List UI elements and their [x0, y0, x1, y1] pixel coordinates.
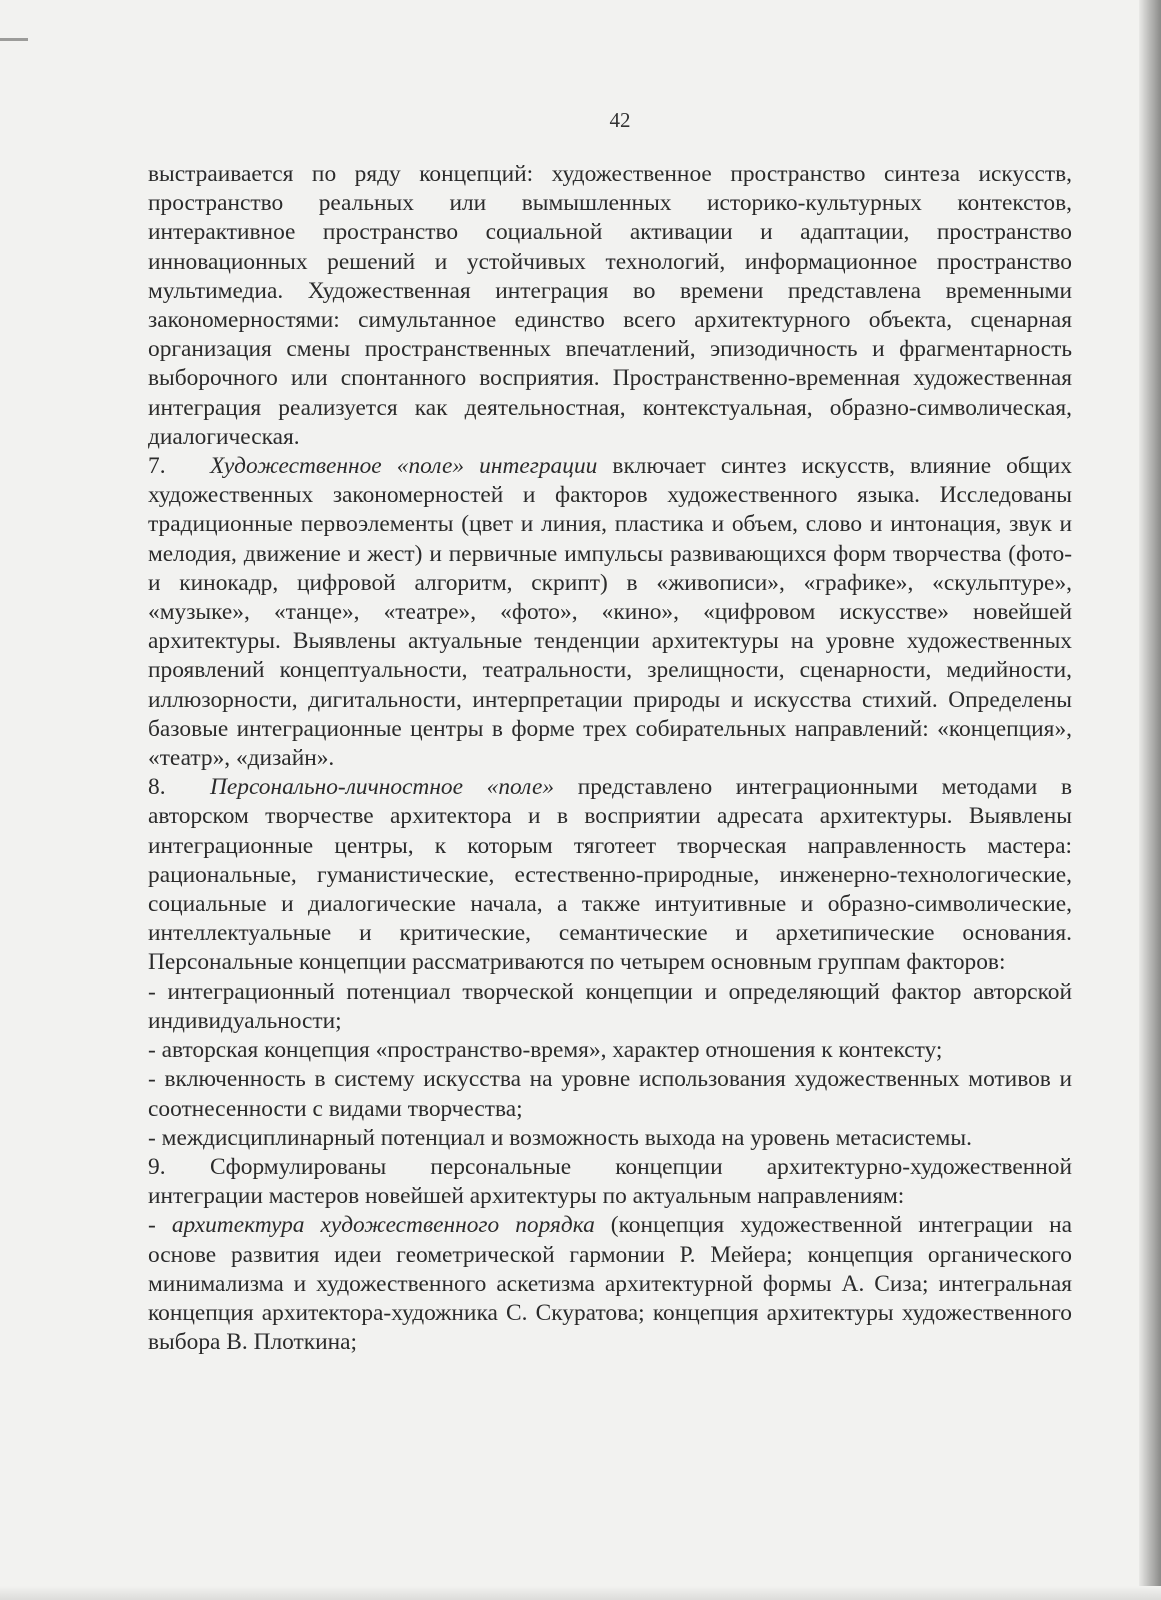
- paragraph-7: [148, 452, 1072, 773]
- paragraph-8-heading: Персонально-личностное «поле»: [210, 774, 555, 801]
- page-body: [148, 160, 1072, 1357]
- paragraph-continuation: выстраивается по ряду концепций: художественное пространство синтеза искусств, пространство реальных или вымышленных историко-культурных контекстов, интерактивное пространство социальной активации и адаптации, пространство инновационных решений и устойчивых технологий, информационное пространство мультимедиа. Художественная интеграция во времени представлена временными закономерностями: симультанное единство всего архитектурного объекта, сценарная организация смены пространственных впечатлений, эпизодичность и фрагментарность выборочного или спонтанного восприятия. Пространственно-временная художественная интеграция реализуется как деятельностная, контекстуальная, образно-символическая, диалогическая.: [148, 161, 1072, 450]
- paragraph-9-number: 9.: [148, 1153, 166, 1180]
- list-item-3: - включенность в систему искусства на уровне использования художественных мотивов и соотнесенности с видами творчества;: [148, 1066, 1072, 1122]
- scan-edge-bottom: [0, 1586, 1161, 1600]
- paragraph-7-heading: Художественное «поле» интеграции: [210, 453, 598, 480]
- paragraph-8-text: представлено интеграционными методами в авторском творчестве архитектора и в восприятии адресата архитектуры. Выявлены интеграционные центры, к которым тяготеет творческая направленность мастера: рациональные, гуманистические, естественно-природные, инженерно-технологические, социальные и диалогические начала, а также интуитивные и образно-символические, интеллектуальные и критические, семантические и архетипические основания. Персональные концепции рассматриваются по четырем основным группам факторов:: [148, 774, 1072, 976]
- scan-edge-left: [0, 38, 28, 41]
- paragraph-9: [148, 1153, 1072, 1211]
- paragraph-7-number: 7.: [148, 453, 166, 480]
- list-item-5-text: (концепция художественной интеграции на основе развития идеи геометрической гармонии Р. Мейера; концепция органического минимализма и художественного аскетизма архитектурной формы А. Сиза; интегральная концепция архитектора-художника С. Скуратова; концепция архитектуры художественного выбора В. Плоткина;: [148, 1212, 1072, 1356]
- paragraph-8-number: 8.: [148, 774, 166, 801]
- list-item-5: [148, 1211, 1072, 1357]
- paragraph-8: [148, 773, 1072, 977]
- list-item-4: - междисциплинарный потенциал и возможность выхода на уровень метасистемы.: [148, 1124, 972, 1151]
- paragraph-9-text: Сформулированы персональные концепции архитектурно-художественной интеграции мастеров новейшей архитектуры по актуальным направлениям:: [148, 1153, 1072, 1210]
- list-item-5-heading: архитектура художественного порядка: [171, 1212, 595, 1239]
- page-number: 42: [609, 108, 631, 132]
- list-item-1: - интеграционный потенциал творческой концепции и определяющий фактор авторской индивидуальности;: [148, 978, 1072, 1034]
- list-item-5-dash: -: [148, 1212, 172, 1239]
- paragraph-7-text: включает синтез искусств, влияние общих художественных закономерностей и факторов художественного языка. Исследованы традиционные первоэлементы (цвет и линия, пластика и объем, слово и интонация, звук и мелодия, движение и жест) и первичные импульсы развивающихся форм творчества (фото- и кинокадр, цифровой алгоритм, скрипт) в «живописи», «графике», «скульптуре», «музыке», «танце», «театре», «фото», «кино», «цифровом искусстве» новейшей архитектуры. Выявлены актуальные тенденции архитектуры на уровне художественных проявлений концептуальности, театральности, зрелищности, сценарности, медийности, иллюзорности, дигитальности, интерпретации природы и искусства стихий. Определены базовые интеграционные центры в форме трех собирательных направлений: «концепция», «театр», «дизайн».: [148, 453, 1072, 772]
- scan-edge-right: [1139, 0, 1161, 1600]
- list-item-2: - авторская концепция «пространство-время», характер отношения к контексту;: [148, 1037, 943, 1064]
